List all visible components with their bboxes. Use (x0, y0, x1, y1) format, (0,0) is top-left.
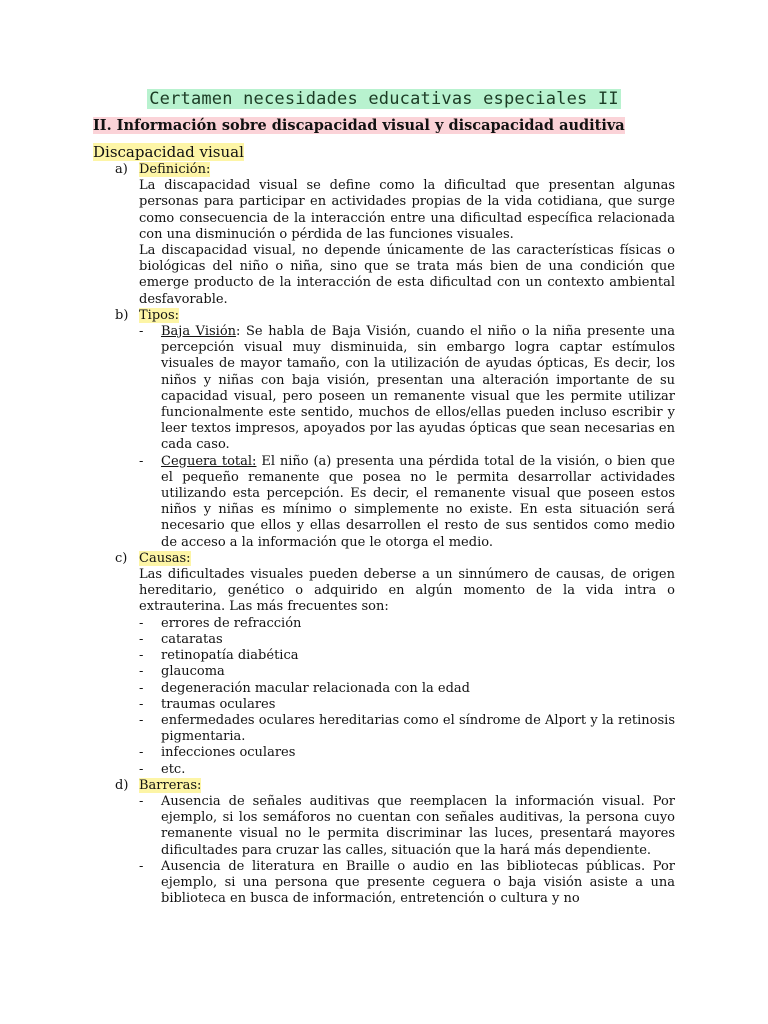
list-marker: b) (115, 307, 129, 323)
section-heading-ii: II. Información sobre discapacidad visual y discapacidad auditiva (93, 117, 625, 134)
list-item: - cataratas (139, 631, 223, 647)
list-marker: a) (115, 162, 128, 177)
sublist-barreras (115, 794, 675, 907)
list-item: - Ausencia de señales auditivas que reemplacen la información visual. Por ejemplo, si los semáforos no cuentan con señales auditivas, la persona cuyo remanente visual no le permita discriminar las luces, presentará mayores dificultades para cruzar las calles, situación que la hará más dependiente. (139, 793, 675, 858)
sublist-tipos (115, 324, 675, 551)
list-item-causas (115, 551, 675, 778)
item-heading: Barreras: (139, 777, 202, 793)
list-item: - infecciones oculares (139, 745, 296, 761)
item-heading: Definición: (139, 162, 211, 177)
term-label: Ceguera total: (161, 453, 257, 469)
item-heading: Tipos: (139, 307, 180, 323)
list-item: - enfermedades oculares hereditarias como el síndrome de Alport y la retinosis pigmentaria. (139, 712, 675, 745)
list-item-definicion (115, 162, 675, 308)
list-item: - degeneración macular relacionada con la edad (139, 680, 470, 696)
paragraph: Las dificultades visuales pueden deberse a un sinnúmero de causas, de origen hereditario, genético o adquirido en algún momento de la vida intra o extrauterina. Las más frecuentes son: (139, 567, 675, 615)
list-marker: c) (115, 550, 128, 566)
list-item: - retinopatía diabética (139, 648, 299, 664)
paragraph: La discapacidad visual, no depende únicamente de las características físicas o biológicas del niño o niña, sino que se trata más bien de una condición que emerge producto de la interacción de esta dificultad con un contexto ambiental desfavorable. (139, 243, 675, 307)
list-item: - traumas oculares (139, 696, 276, 712)
list-item: - Ausencia de literatura en Braille o audio en las bibliotecas públicas. Por ejemplo, si una persona que presente ceguera o baja visión asiste a una biblioteca en busca de información, entretención o cultura y no (139, 858, 675, 907)
list-item: - Ceguera total: El niño (a) presenta una pérdida total de la visión, o bien que el pequeño remanente que posea no le permita desarrollar actividades utilizando esta percepción. Es decir, el remanente visual que poseen estos niños y niñas es mínimo o simplemente no existe. En esta situación será necesario que ellos y ellas desarrollen el resto de sus sentidos como medio de acceso a la información que le otorga el medio. (139, 453, 675, 550)
sublist-causas (115, 616, 675, 778)
list-item-barreras (115, 778, 675, 908)
list-item: - glaucoma (139, 664, 225, 680)
list-marker: d) (115, 777, 129, 793)
subsection-heading-visual: Discapacidad visual (93, 143, 244, 161)
paragraph: La discapacidad visual se define como la dificultad que presentan algunas personas para participar en actividades propias de la vida cotidiana, que surge como consecuencia de la interacción entre una dificultad específica relacionada con una disminución o pérdida de las funciones visuales. (139, 178, 675, 242)
item-heading: Causas: (139, 550, 191, 566)
document-title: Certamen necesidades educativas especiales II (149, 89, 619, 109)
term-label: Baja Visión (161, 324, 237, 340)
list-item: - etc. (139, 761, 186, 777)
list-item: - Baja Visión: Se habla de Baja Visión, cuando el niño o la niña presente una percepción visual muy disminuida, sin embargo logra captar estímulos visuales de mayor tamaño, con la utilización de ayudas ópticas, Es decir, los niños y niñas con baja visión, presentan una alteración importante de su capacidad visual, pero poseen un remanente visual que les permite utilizar funcionalmente este sentido, muchos de ellos/ellas pueden incluso escribir y leer textos impresos, apoyados por las ayudas ópticas que sean necesarias en cada caso. (139, 324, 675, 453)
list-item: - errores de refracción (139, 615, 302, 631)
list-item-tipos (115, 308, 675, 551)
content-list (115, 162, 675, 907)
